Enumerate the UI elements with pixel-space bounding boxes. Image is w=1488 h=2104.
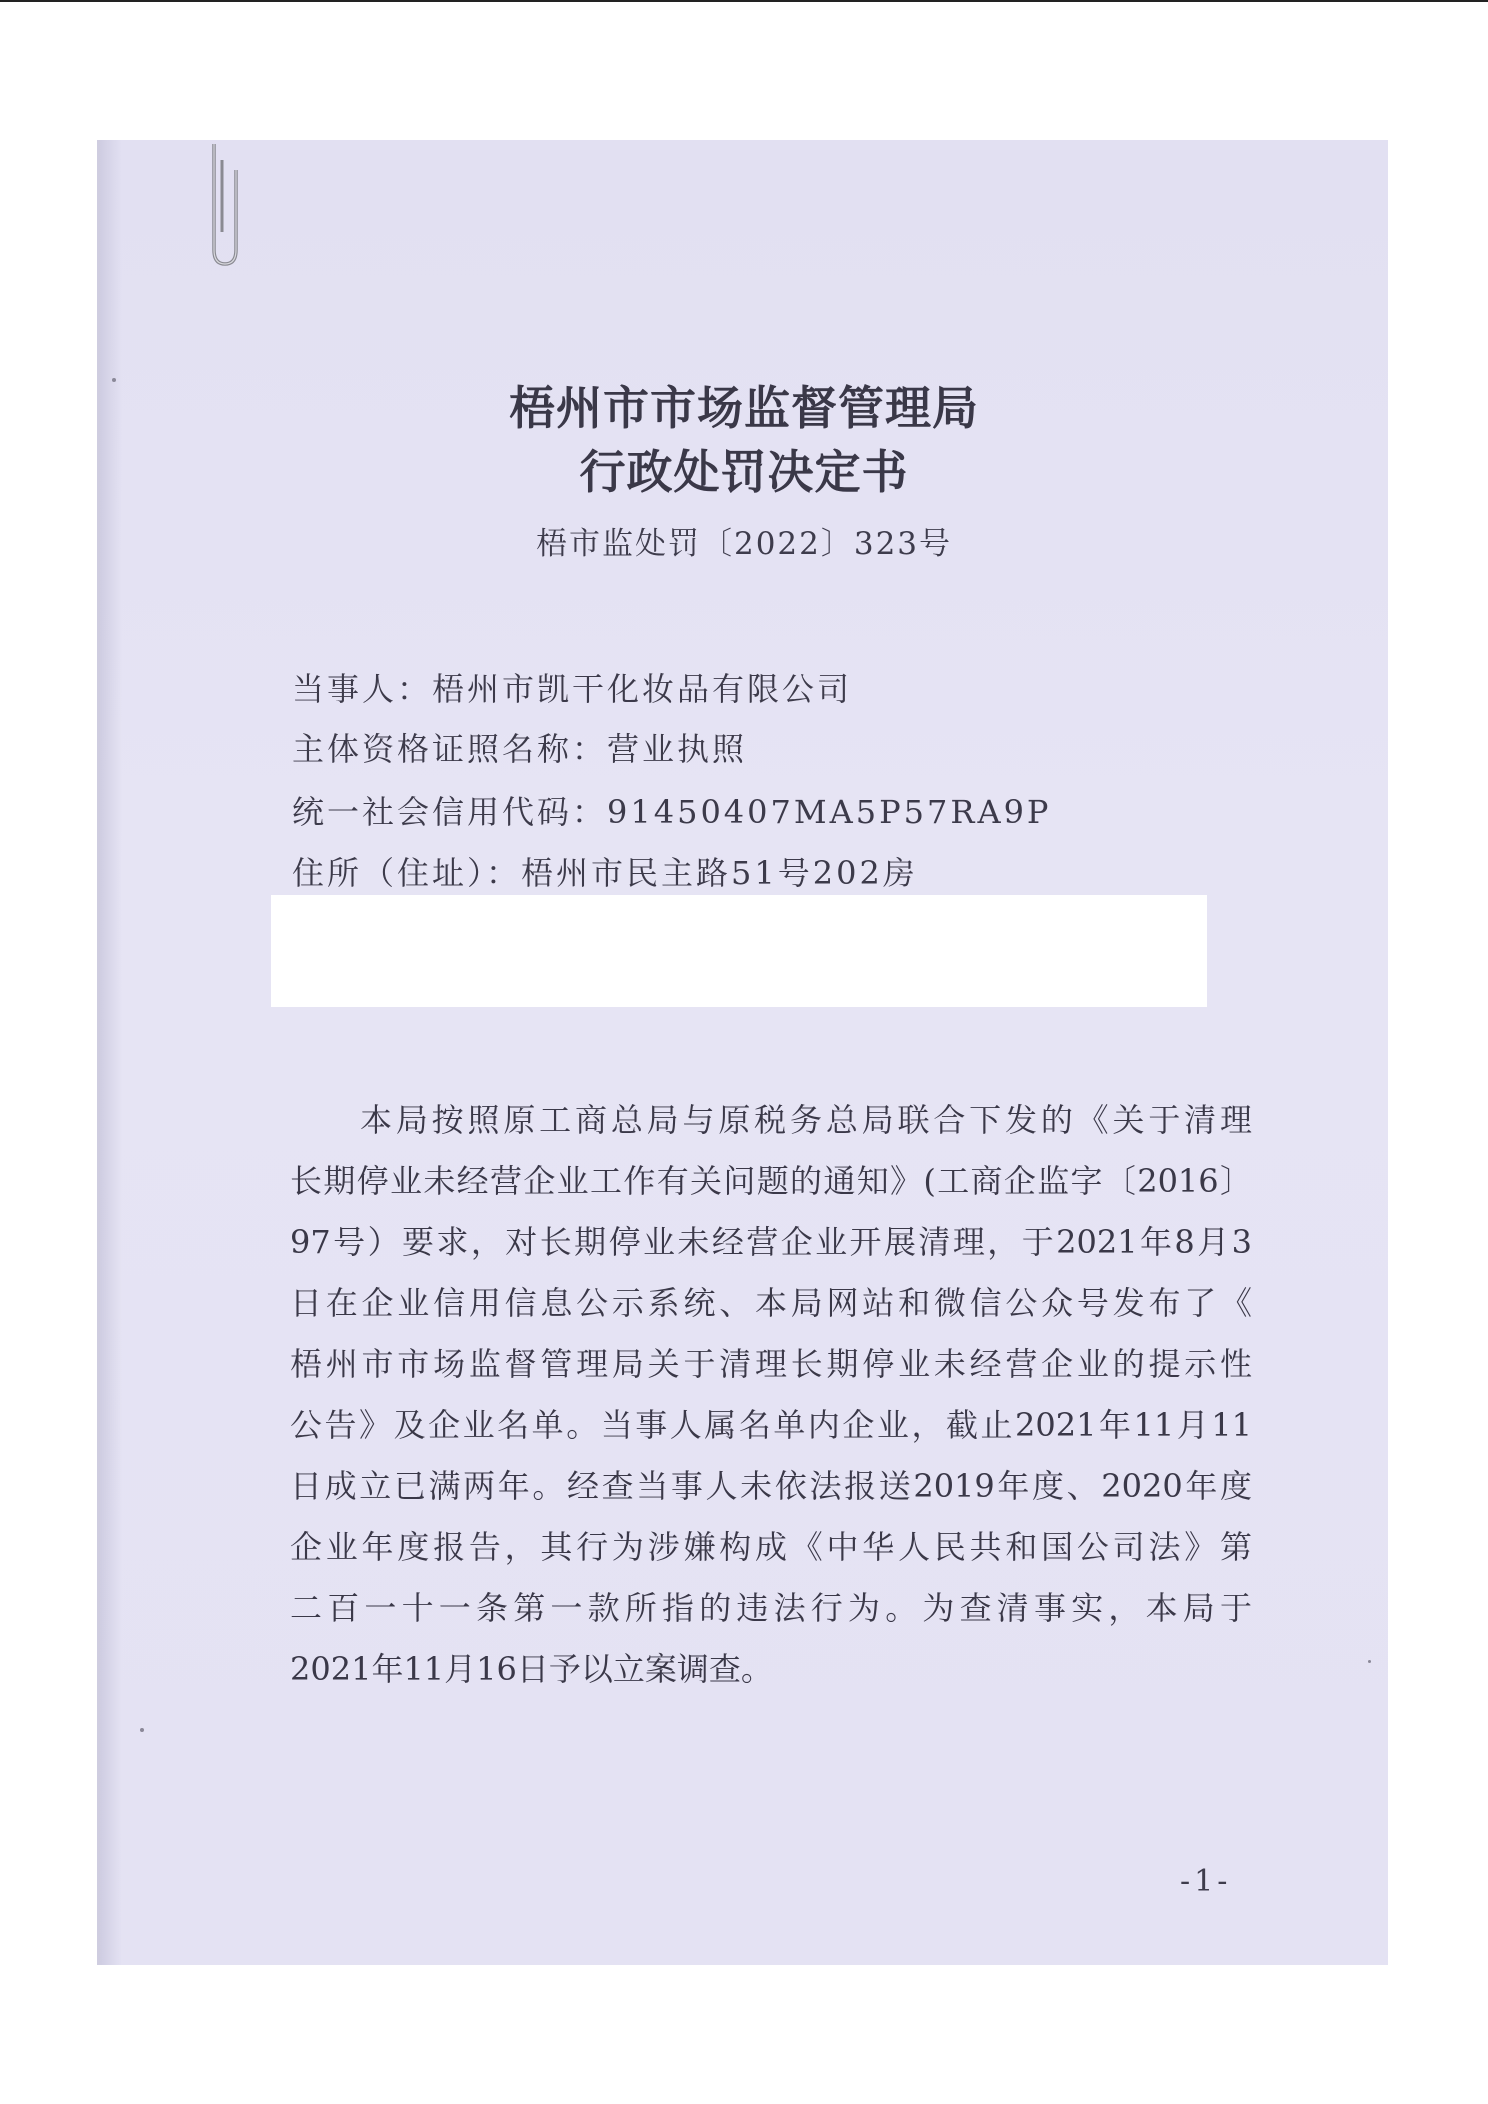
document-title-agency: 梧州市市场监督管理局 bbox=[509, 381, 979, 435]
party-name: 当事人：梧州市凯干化妆品有限公司 bbox=[292, 670, 853, 708]
paragraph-line: 公告》及企业名单。当事人属名单内企业，截止2021年11月11 bbox=[290, 1406, 1252, 1444]
scan-speck bbox=[140, 1728, 144, 1732]
scan-speck bbox=[112, 378, 116, 382]
document-number: 梧市监处罚〔2022〕323号 bbox=[535, 526, 953, 562]
document-title-type: 行政处罚决定书 bbox=[579, 445, 909, 499]
party-address: 住所（住址）：梧州市民主路51号202房 bbox=[292, 854, 918, 892]
paragraph-line: 长期停业未经营企业工作有关问题的通知》(工商企监字〔2016〕 bbox=[290, 1162, 1252, 1200]
paragraph-line: 企业年度报告，其行为涉嫌构成《中华人民共和国公司法》第 bbox=[290, 1528, 1252, 1566]
scan-speck bbox=[1368, 1660, 1371, 1663]
paragraph-line: 梧州市市场监督管理局关于清理长期停业未经营企业的提示性 bbox=[290, 1345, 1252, 1383]
paragraph-line: 2021年11月16日予以立案调查。 bbox=[290, 1650, 773, 1688]
license-type: 主体资格证照名称：营业执照 bbox=[292, 730, 748, 768]
page-number: -1- bbox=[1180, 1864, 1232, 1899]
paragraph-line: 日成立已满两年。经查当事人未依法报送2019年度、2020年度 bbox=[290, 1467, 1252, 1505]
credit-code: 统一社会信用代码：91450407MA5P57RA9P bbox=[292, 793, 1052, 831]
scan-top-edge bbox=[0, 0, 1488, 2]
paragraph-line: 二百一十一条第一款所指的违法行为。为查清事实，本局于 bbox=[290, 1589, 1252, 1627]
redaction-block bbox=[271, 895, 1207, 1007]
paragraph-line: 97号）要求，对长期停业未经营企业开展清理，于2021年8月3 bbox=[290, 1223, 1252, 1261]
paragraph-line: 日在企业信用信息公示系统、本局网站和微信公众号发布了《 bbox=[290, 1284, 1252, 1322]
paragraph-line: 本局按照原工商总局与原税务总局联合下发的《关于清理 bbox=[360, 1101, 1252, 1139]
paperclip-icon bbox=[200, 140, 250, 270]
